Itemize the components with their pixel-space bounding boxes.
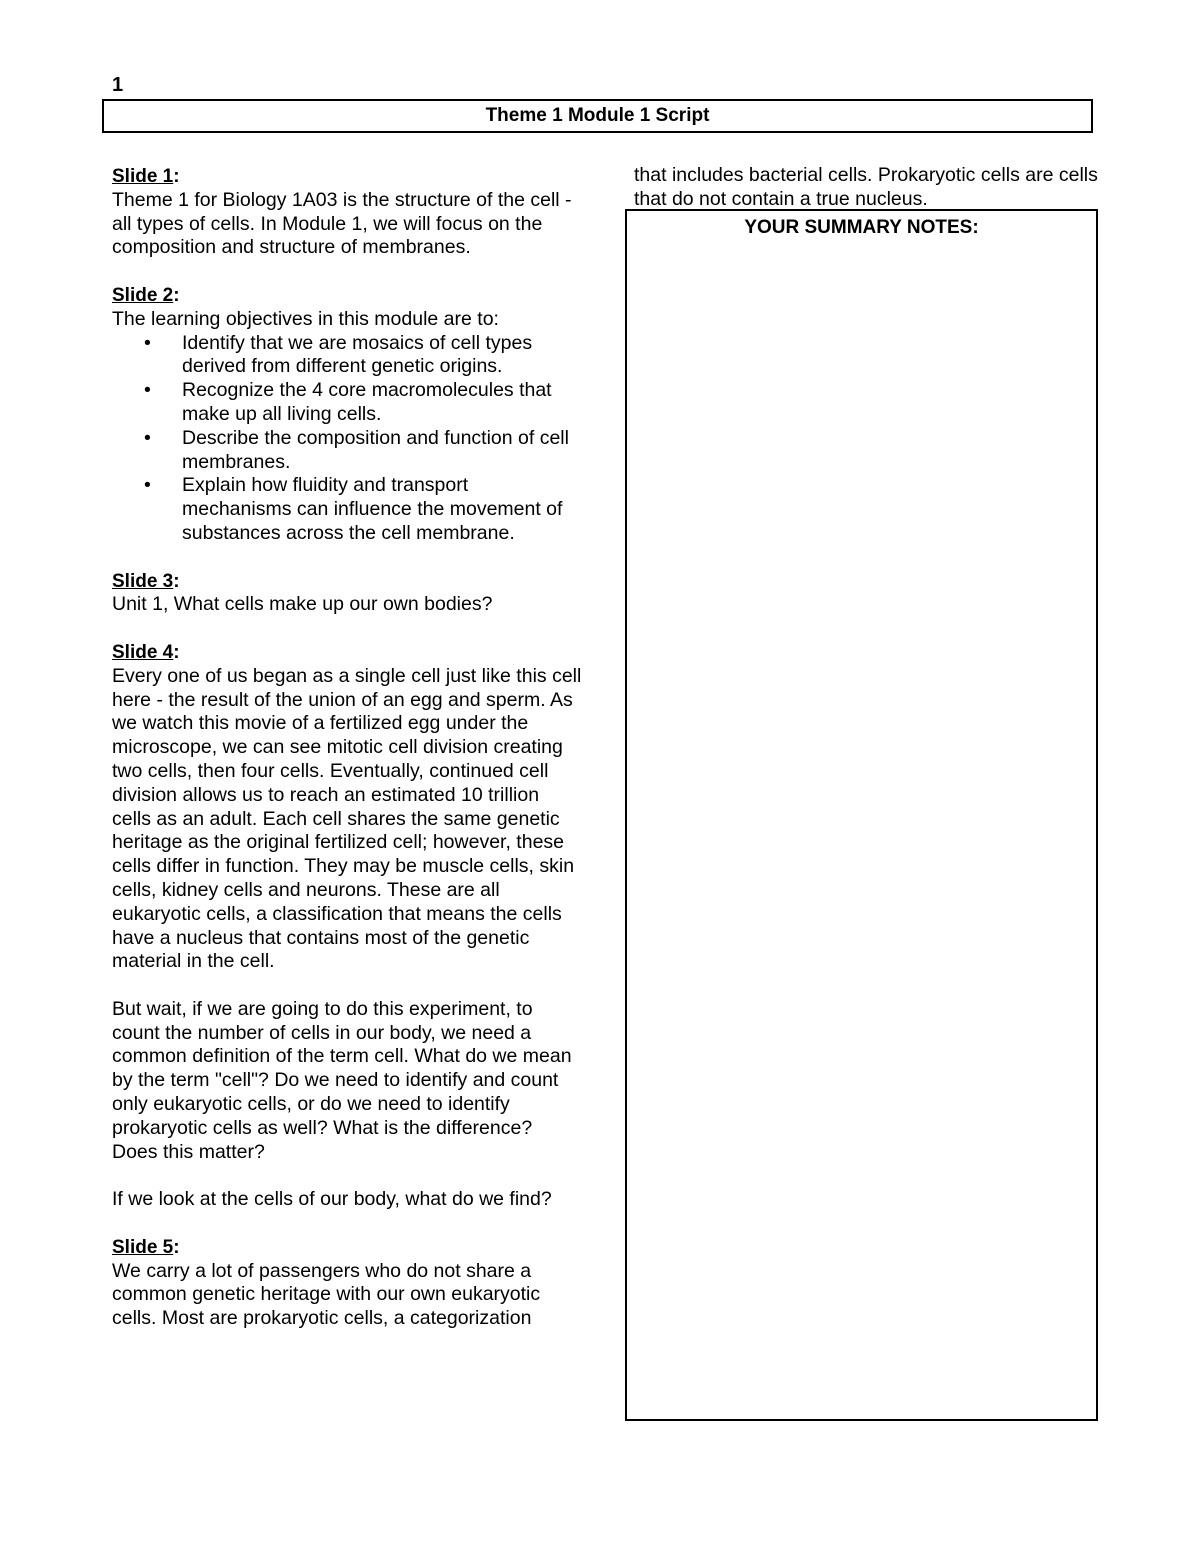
bullet-icon: • [144, 474, 151, 497]
slide-4-paragraph-2: But wait, if we are going to do this experiment, to count the number of cells in our body, we need a common definition of the term cell. What do we mean by the term "cell"? Do we need to identify and count only eukaryotic cells, or do we need to identify prokaryotic cells as well? What is the difference? Does this matter? [112, 997, 572, 1163]
bullet-icon: • [144, 331, 151, 354]
script-column [112, 165, 582, 1331]
slide-5-section [112, 1236, 582, 1331]
slide-4-paragraph-3-block [112, 1188, 582, 1212]
slide-1-text: Theme 1 for Biology 1A03 is the structure of the cell - all types of cells. In Module 1, we will focus on the composition and structure of membranes. [112, 188, 572, 259]
slide-2-heading: Slide 2: [112, 284, 180, 306]
list-item: • Identify that we are mosaics of cell types derived from different genetic origins. [144, 331, 533, 378]
list-item: • Explain how fluidity and transport mechanisms can influence the movement of substances across the cell membrane. [144, 474, 563, 544]
page-title-text: Theme 1 Module 1 Script [485, 105, 710, 126]
slide-1-section [112, 165, 582, 260]
bullet-icon: • [144, 379, 151, 402]
list-item: • Describe the composition and function of cell membranes. [144, 426, 569, 473]
continuation-text: that includes bacterial cells. Prokaryotic cells are cells that do not contain a true nucleus. [634, 164, 1098, 210]
slide-4-heading: Slide 4: [112, 641, 180, 663]
bullet-icon: • [144, 426, 151, 449]
slide-1-heading: Slide 1: [112, 166, 180, 187]
slide-4-section [112, 641, 582, 974]
slide-2-section [112, 284, 582, 546]
summary-notes-heading: YOUR SUMMARY NOTES: [744, 217, 979, 238]
slide-2-intro: The learning objectives in this module are to: [112, 307, 499, 330]
page-title [102, 99, 1093, 133]
objectives-list [112, 332, 582, 546]
summary-notes-box[interactable] [625, 209, 1098, 1421]
slide-4-paragraph-1: Every one of us began as a single cell just like this cell here - the result of the union of an egg and sperm. As we watch this movie of a fertilized egg under the microscope, we can see mitotic cell division creating two cells, then four cells. Eventually, continued cell division allows us to reach an estimated 10 trillion cells as an adult. Each cell shares the same genetic heritage as the original fertilized cell; however, these cells differ in function. They may be muscle cells, skin cells, kidney cells and neurons. These are all eukaryotic cells, a classification that means the cells have a nucleus that contains most of the genetic material in the cell. [112, 664, 582, 973]
slide-4-paragraph-3: If we look at the cells of our body, what do we find? [112, 1188, 552, 1211]
list-item: • Recognize the 4 core macromolecules that make up all living cells. [144, 379, 552, 425]
slide-3-heading: Slide 3: [112, 570, 180, 592]
slide-3-text: Unit 1, What cells make up our own bodies? [112, 593, 493, 616]
slide-3-section [112, 570, 582, 618]
slide-5-heading: Slide 5: [112, 1236, 180, 1258]
slide-4-paragraph-2-block [112, 998, 582, 1165]
page-number: 1 [112, 74, 124, 96]
slide-5-text: We carry a lot of passengers who do not share a common genetic heritage with our own eukaryotic cells. Most are prokaryotic cells, a categorization [112, 1259, 541, 1330]
